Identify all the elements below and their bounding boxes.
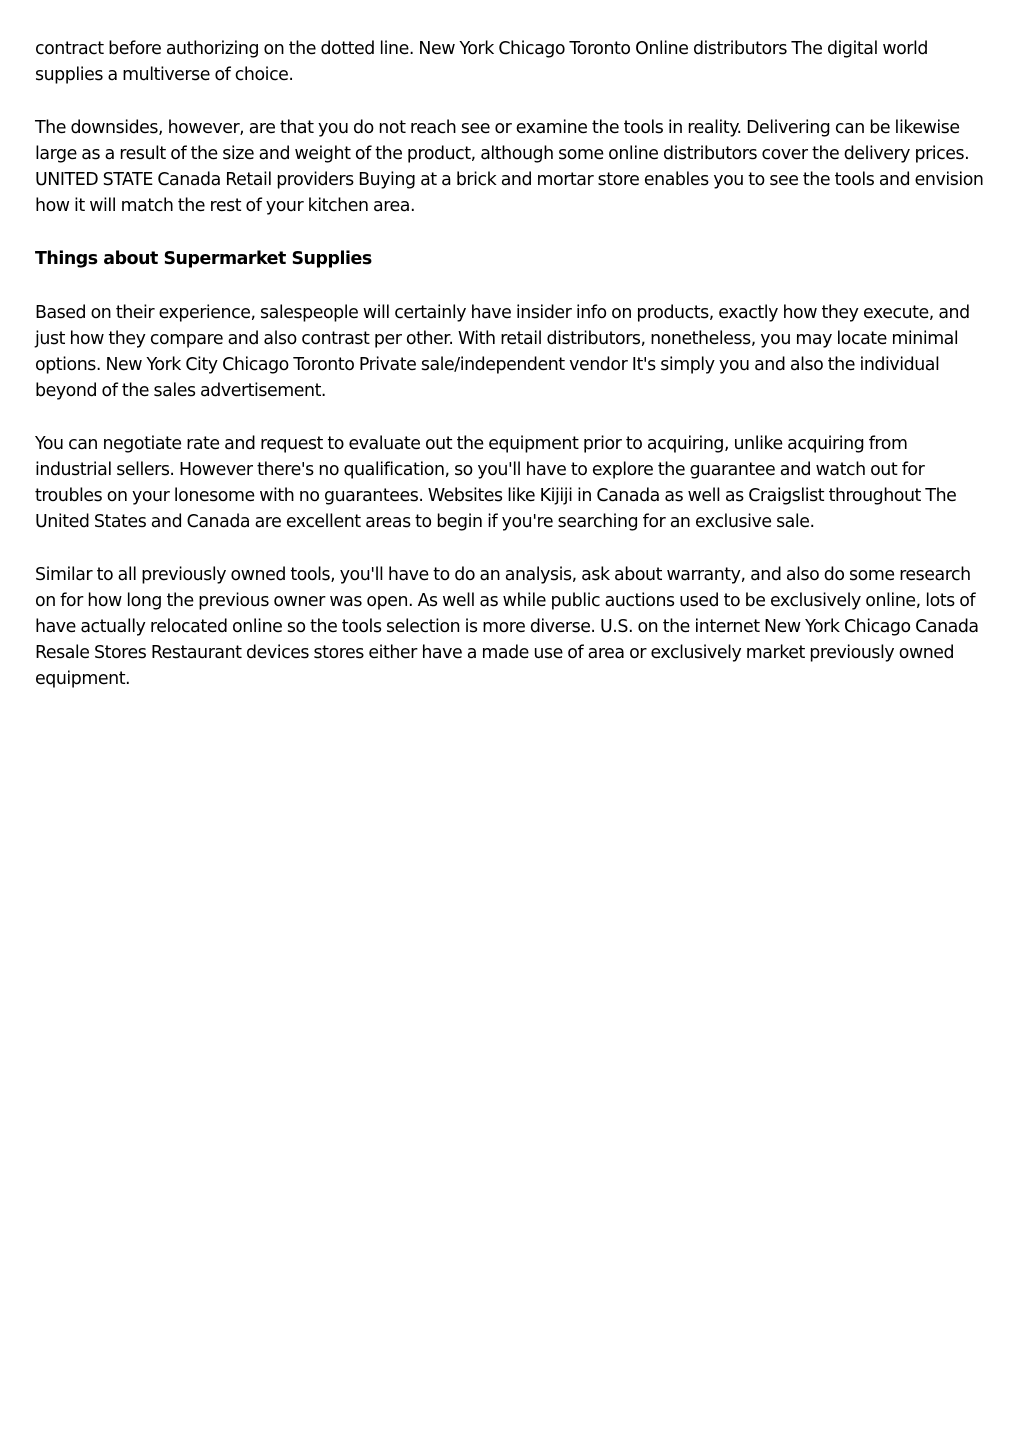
paragraph: Similar to all previously owned tools, you'll have to do an analysis, ask about warranty, and also do some research on for how long the previous owner was open. As well as while public auctions used to be exclusively online, lots of have actually relocated online so the tools selection is more diverse. U.S. on the internet New York Chicago Canada Resale Stores Restaurant devices stores either have a made use of area or exclusively market previously owned equipment. bbox=[35, 565, 979, 689]
paragraph: Based on their experience, salespeople will certainly have insider info on products, exactly how they execute, and just how they compare and also contrast per other. With retail distributors, nonetheless, you may locate minimal options. New York City Chicago Toronto Private sale/independent vendor It's simply you and also the individual beyond of the sales advertisement. bbox=[35, 303, 970, 401]
section-heading: Things about Supermarket Supplies bbox=[35, 249, 372, 269]
paragraph: You can negotiate rate and request to evaluate out the equipment prior to acquiring, unlike acquiring from industrial sellers. However there's no qualification, so you'll have to explore the guarantee and watch out for troubles on your lonesome with no guarantees. Websites like Kijiji in Canada as well as Craigslist throughout The United States and Canada are excellent areas to begin if you're searching for an exclusive sale. bbox=[35, 434, 957, 532]
paragraph: contract before authorizing on the dotted line. New York Chicago Toronto Online distributors The digital world supplies a multiverse of choice. bbox=[35, 39, 928, 85]
paragraph: The downsides, however, are that you do not reach see or examine the tools in reality. Delivering can be likewise large as a result of the size and weight of the product, although some online distributors cover the delivery prices. UNITED STATE Canada Retail providers Buying at a brick and mortar store enables you to see the tools and envision how it will match the rest of your kitchen area. bbox=[35, 118, 984, 216]
